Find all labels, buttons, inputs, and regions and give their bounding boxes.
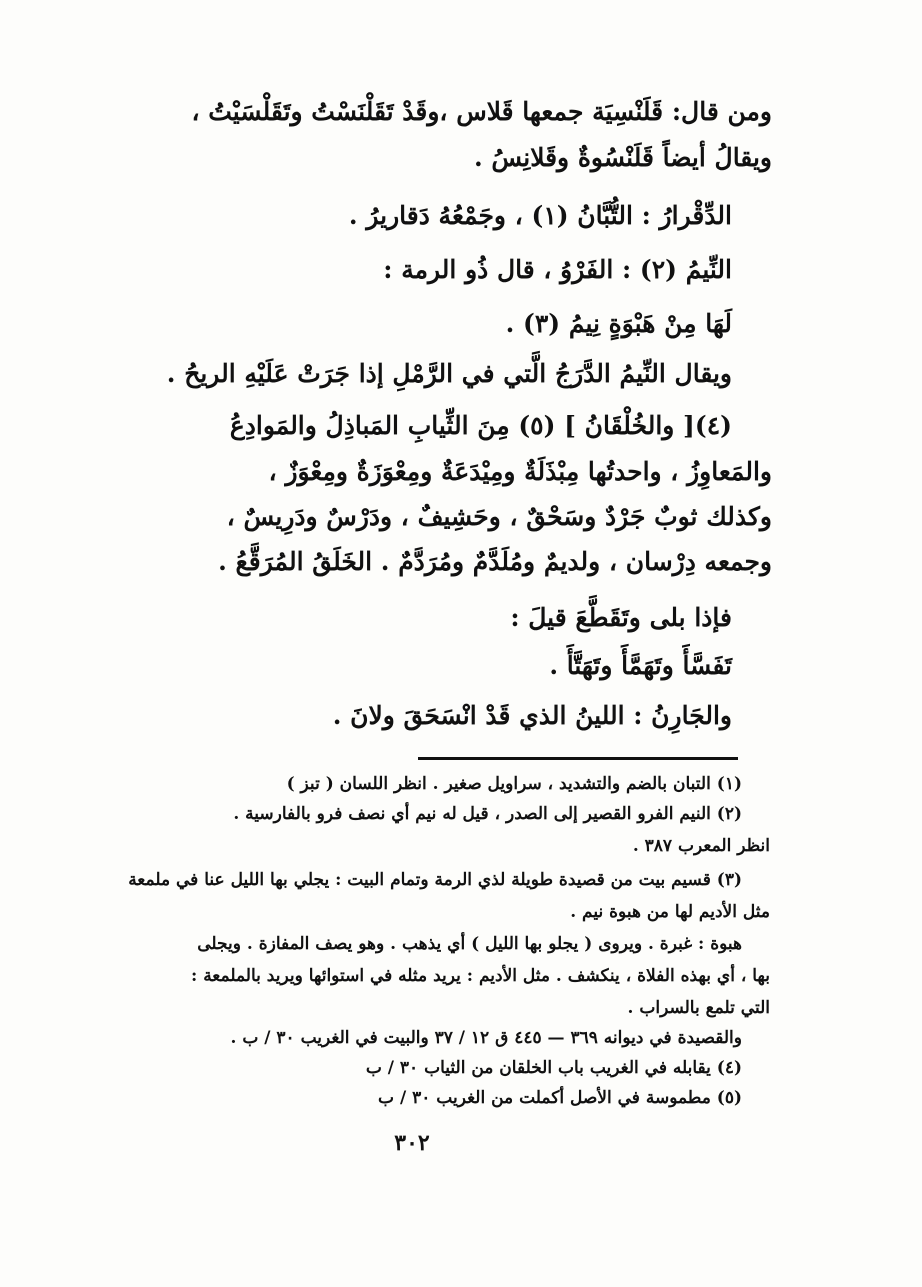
text-line: فإذا بلى وتَقَطَّعَ قيلَ : xyxy=(510,603,732,632)
text-line: وجمعه دِرْسان ، ولديمٌ ومُلَدَّمٌ ومُرَدَّمٌ . الخَلَقُ المُرَقَّعُ . xyxy=(218,547,772,576)
footnote-line: بها ، أي بهذه الفلاة ، ينكشف . مثل الأديم : يريد مثله في استوائها ويريد بالملمعة : xyxy=(191,966,770,986)
footnote-line: (٢) النيم الفرو القصير إلى الصدر ، قيل له نيم أي نصف فرو بالفارسية . xyxy=(233,804,742,824)
text-line: وكذلك ثوبٌ جَرْدٌ وسَحْقٌ ، وحَشِيفٌ ، ودَرْسٌ ودَرِيسٌ ، xyxy=(226,502,772,531)
text-line: ويقال النِّيمُ الدَّرَجُ الَّتي في الرَّمْلِ إذا جَرَتْ عَلَيْهِ الريحُ . xyxy=(166,359,732,388)
verse-line: تَفَسَّأَ وتَهَمَّأَ وتَهَتَّأَ . xyxy=(549,651,732,680)
verse-line: لَهَا مِنْ هَبْوَةٍ نِيمُ (٣) . xyxy=(505,309,732,338)
footnote-line: التي تلمع بالسراب . xyxy=(627,998,770,1018)
text-line: الدِّقْرارُ : التُّبَّانُ (١) ، وجَمْعُهُ دَقاريرُ . xyxy=(348,201,732,230)
footnote-line: (٣) قسيم بيت من قصيدة طويلة لذي الرمة وتمام البيت : يجلي بها الليل عنا في ملمعة xyxy=(128,870,742,890)
footnote-line: هبوة : غبرة . ويروى ( يجلو بها الليل ) أي يذهب . وهو يصف المفازة . ويجلى xyxy=(197,934,742,954)
footnote-line: (٤) يقابله في الغريب باب الخلقان من الثياب ٣٠ / ب xyxy=(365,1058,742,1078)
footnote-line: انظر المعرب ٣٨٧ . xyxy=(632,836,770,856)
footnote-line: (١) التبان بالضم والتشديد ، سراويل صغير . انظر اللسان ( تبز ) xyxy=(286,774,742,794)
text-line: ومن قال: قَلَنْسِيَة جمعها قَلاس ،وقَدْ تَقَلْنَسْتُ وتَقَلْسَيْتُ ، xyxy=(191,97,772,126)
text-line: (٤)[ والخُلْقَانُ ] (٥) مِنَ الثِّيابِ المَباذِلُ والمَوادِعُ xyxy=(229,411,732,440)
text-line: النِّيمُ (٢) : الفَرْوُ ، قال ذُو الرمة : xyxy=(383,255,732,284)
footnote-divider xyxy=(418,757,738,760)
page-number: ٣٠٢ xyxy=(394,1130,430,1156)
text-line: والجَارِنُ : اللينُ الذي قَدْ انْسَحَقَ ولانَ . xyxy=(332,701,732,730)
footnote-line: والقصيدة في ديوانه ٣٦٩ — ٤٤٥ ق ١٢ / ٣٧ والبيت في الغريب ٣٠ / ب . xyxy=(230,1028,742,1048)
text-line: والمَعاوِزُ ، واحدتُها مِبْذَلَةٌ ومِيْدَعَةٌ ومِعْوَزَةٌ ومِعْوَزٌ ، xyxy=(268,457,772,486)
footnote-line: (٥) مطموسة في الأصل أكملت من الغريب ٣٠ / ب xyxy=(378,1088,742,1108)
text-line: ويقالُ أيضاً قَلَنْسُوةٌ وقَلانِسُ . xyxy=(473,143,772,172)
footnote-line: مثل الأديم لها من هبوة نيم . xyxy=(570,902,770,922)
